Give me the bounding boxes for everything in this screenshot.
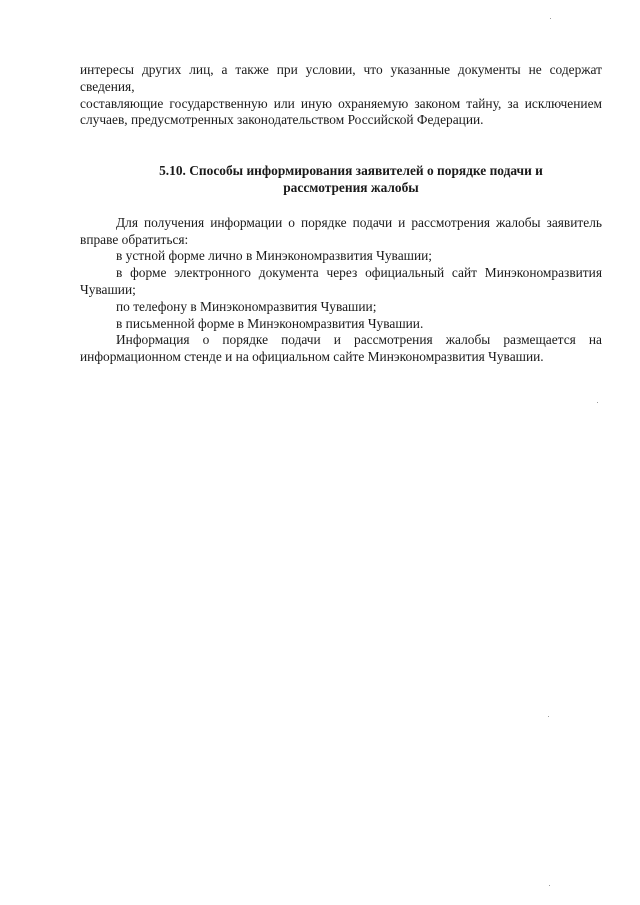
body-paragraph: Информация о порядке подачи и рассмотрения жалобы размещается на информационном стенде и на официальном сайте Минэкономразвития Чувашии. [80,332,602,365]
intro-line: составляющие государственную или иную охраняемую законом тайну, за исключением [80,95,602,111]
document-body [80,62,602,366]
scan-speck [550,18,551,19]
body-paragraph: по телефону в Минэкономразвития Чувашии; [116,298,377,314]
body-paragraph: Для получения информации о порядке подачи и рассмотрения жалобы заявитель вправе обратиться: [80,214,602,247]
intro-line: интересы других лиц, а также при условии, что указанные документы не содержат сведения, [80,62,602,94]
body-paragraph: в устной форме лично в Минэкономразвития Чувашии; [116,248,433,264]
scan-speck [597,402,598,403]
intro-line: случаев, предусмотренных законодательством Российской Федерации. [80,112,484,128]
body-paragraph: в форме электронного документа через официальный сайт Минэкономразвития Чувашии; [80,265,602,297]
scan-speck [549,885,550,886]
section-heading: 5.10. Способы информирования заявителей о порядке подачи и рассмотрения жалобы [159,163,543,195]
scan-speck [548,716,549,717]
body-paragraph: в письменной форме в Минэкономразвития Чувашии. [116,315,424,331]
